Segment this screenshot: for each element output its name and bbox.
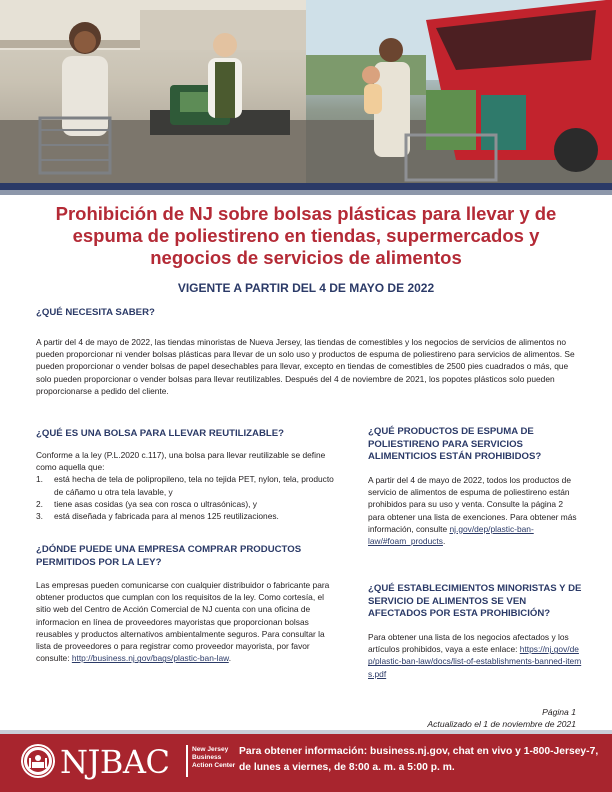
list-item: 2. tiene asas cosidas (ya sea con rosca o ultrasónicas), y: [36, 498, 257, 509]
section-heading-what-to-know: ¿QUÉ NECESITA SABER?: [36, 307, 155, 318]
list-item: 1. está hecha de tela de polipropileno, tela no tejida PET, nylon, tela, producto de cáñamo u otra tela lavable, y: [36, 474, 334, 497]
njbac-logo-subtitle: New Jersey Business Action Center: [192, 746, 236, 769]
page-title: Prohibición de NJ sobre bolsas plásticas para llevar y de espuma de poliestireno en tiendas, supermercados y negocios de servicios de alimentos: [55, 203, 557, 268]
banner-rule-secondary: [0, 190, 612, 195]
section-heading-affected-establishments: ¿QUÉ ESTABLECIMIENTOS MINORISTAS Y DE SERVICIO DE ALIMENTOS SE VEN AFECTADOS POR ESTA PROHIBICIÓN?: [368, 583, 582, 619]
photo-car-trunk-groceries: [306, 0, 612, 183]
logo-divider: [186, 745, 188, 777]
updated-date: Actualizado el 1 de noviembre de 2021: [427, 719, 576, 729]
contact-info-line-1: Para obtener información: business.nj.gov, chat en vivo y 1-800-Jersey-7,: [239, 746, 599, 757]
effective-date: VIGENTE A PARTIR DEL 4 DE MAYO DE 2022: [177, 281, 435, 295]
photo-grocery-checkout: [0, 0, 306, 183]
nj-state-seal-icon: [20, 743, 56, 779]
page-number: Página 1: [542, 707, 576, 717]
vendor-list-link[interactable]: http://business.nj.gov/bags/plastic-ban-law: [71, 653, 229, 664]
section-heading-where-to-buy: ¿DÓNDE PUEDE UNA EMPRESA COMPRAR PRODUCTOS PERMITIDOS POR LA LEY?: [36, 544, 302, 568]
affected-establishments-link[interactable]: https://nj.gov/dep/plastic-ban-law/docs/list-of-establishments-banned-items.pdf: [368, 644, 582, 679]
list-item: 3. está diseñada y fabricada para al menos 125 reutilizaciones.: [36, 511, 279, 522]
contact-info-line-2: de lunes a viernes, de 8:00 a. m. a 5:00 p. m.: [239, 762, 455, 773]
section-heading-reusable-bag: ¿QUÉ ES UNA BOLSA PARA LLEVAR REUTILIZABLE?: [36, 428, 285, 439]
reusable-bag-intro: Conforme a la ley (P.L.2020 c.117), una bolsa para llevar reutilizable se define como aquella que:: [36, 450, 326, 473]
page-footer-meta: [427, 706, 576, 730]
section-body-what-to-know: A partir del 4 de mayo de 2022, las tiendas minoristas de Nueva Jersey, las tiendas de comestibles y los negocios de servicios de alimentos no pueden proporcionar ni vender bolsas plásticas para llevar de un solo uso y productos de espuma de poliestireno para servicios de alimentos. Se pueden proporcionar o vender bolsas de papel desechables para llevar, excepto en tiendas de comestibles de 2500 pies cuadrados o más, que solo pueden proporcionar o vender bolsas para llevar reutilizables. Después del 4 de noviembre de 2021, los popotes plásticos solo pueden proporcionarse a pedido del cliente.: [36, 337, 575, 396]
reusable-bag-criteria-list: [36, 473, 336, 522]
njbac-logo: NJBAC: [60, 743, 170, 781]
section-body-affected-establishments: Para obtener una lista de los negocios afectados y los artículos prohibidos, vaya a este enlace: https://nj.gov/dep/plastic-ban-law/docs/list-of-establishments-banned-items.pdf: [368, 632, 582, 679]
foam-products-link[interactable]: nj.gov/dep/plastic-ban-law/#foam_products: [368, 523, 534, 547]
section-body-reusable-bag: [36, 449, 336, 522]
banner-rule: [0, 183, 612, 190]
section-body-foam-products: A partir del 4 de mayo de 2022, todos los productos de servicio de alimentos de espuma de poliestireno están prohibidos para su uso y venta. Consulte la página 2 para obtener una lista de exenciones. Para obtener más información, consulte nj.gov/dep/plastic-ban-law/#foam_products.: [368, 475, 577, 547]
section-body-where-to-buy: Las empresas pueden comunicarse con cualquier distribuidor o fabricante para obtener productos que cumplan con los requisitos de la ley. Como cortesía, el sitio web del Centro de Acción Comercial de NJ cuenta con una oficina de informacion en línea de proveedores mayoristas que proporcionan bolsas reusables y productos alternativos ambientalmente seguros. Para consultar la lista de proveedores o para registrar como proveedor mayorista, por favor consulte: http://business.nj.gov/bags/plastic-ban-law.: [36, 580, 330, 664]
section-heading-foam-products: ¿QUÉ PRODUCTOS DE ESPUMA DE POLIESTIRENO PARA SERVICIOS ALIMENTICIOS ESTÁN PROHIBIDOS?: [368, 426, 542, 462]
contact-info: [239, 744, 601, 776]
